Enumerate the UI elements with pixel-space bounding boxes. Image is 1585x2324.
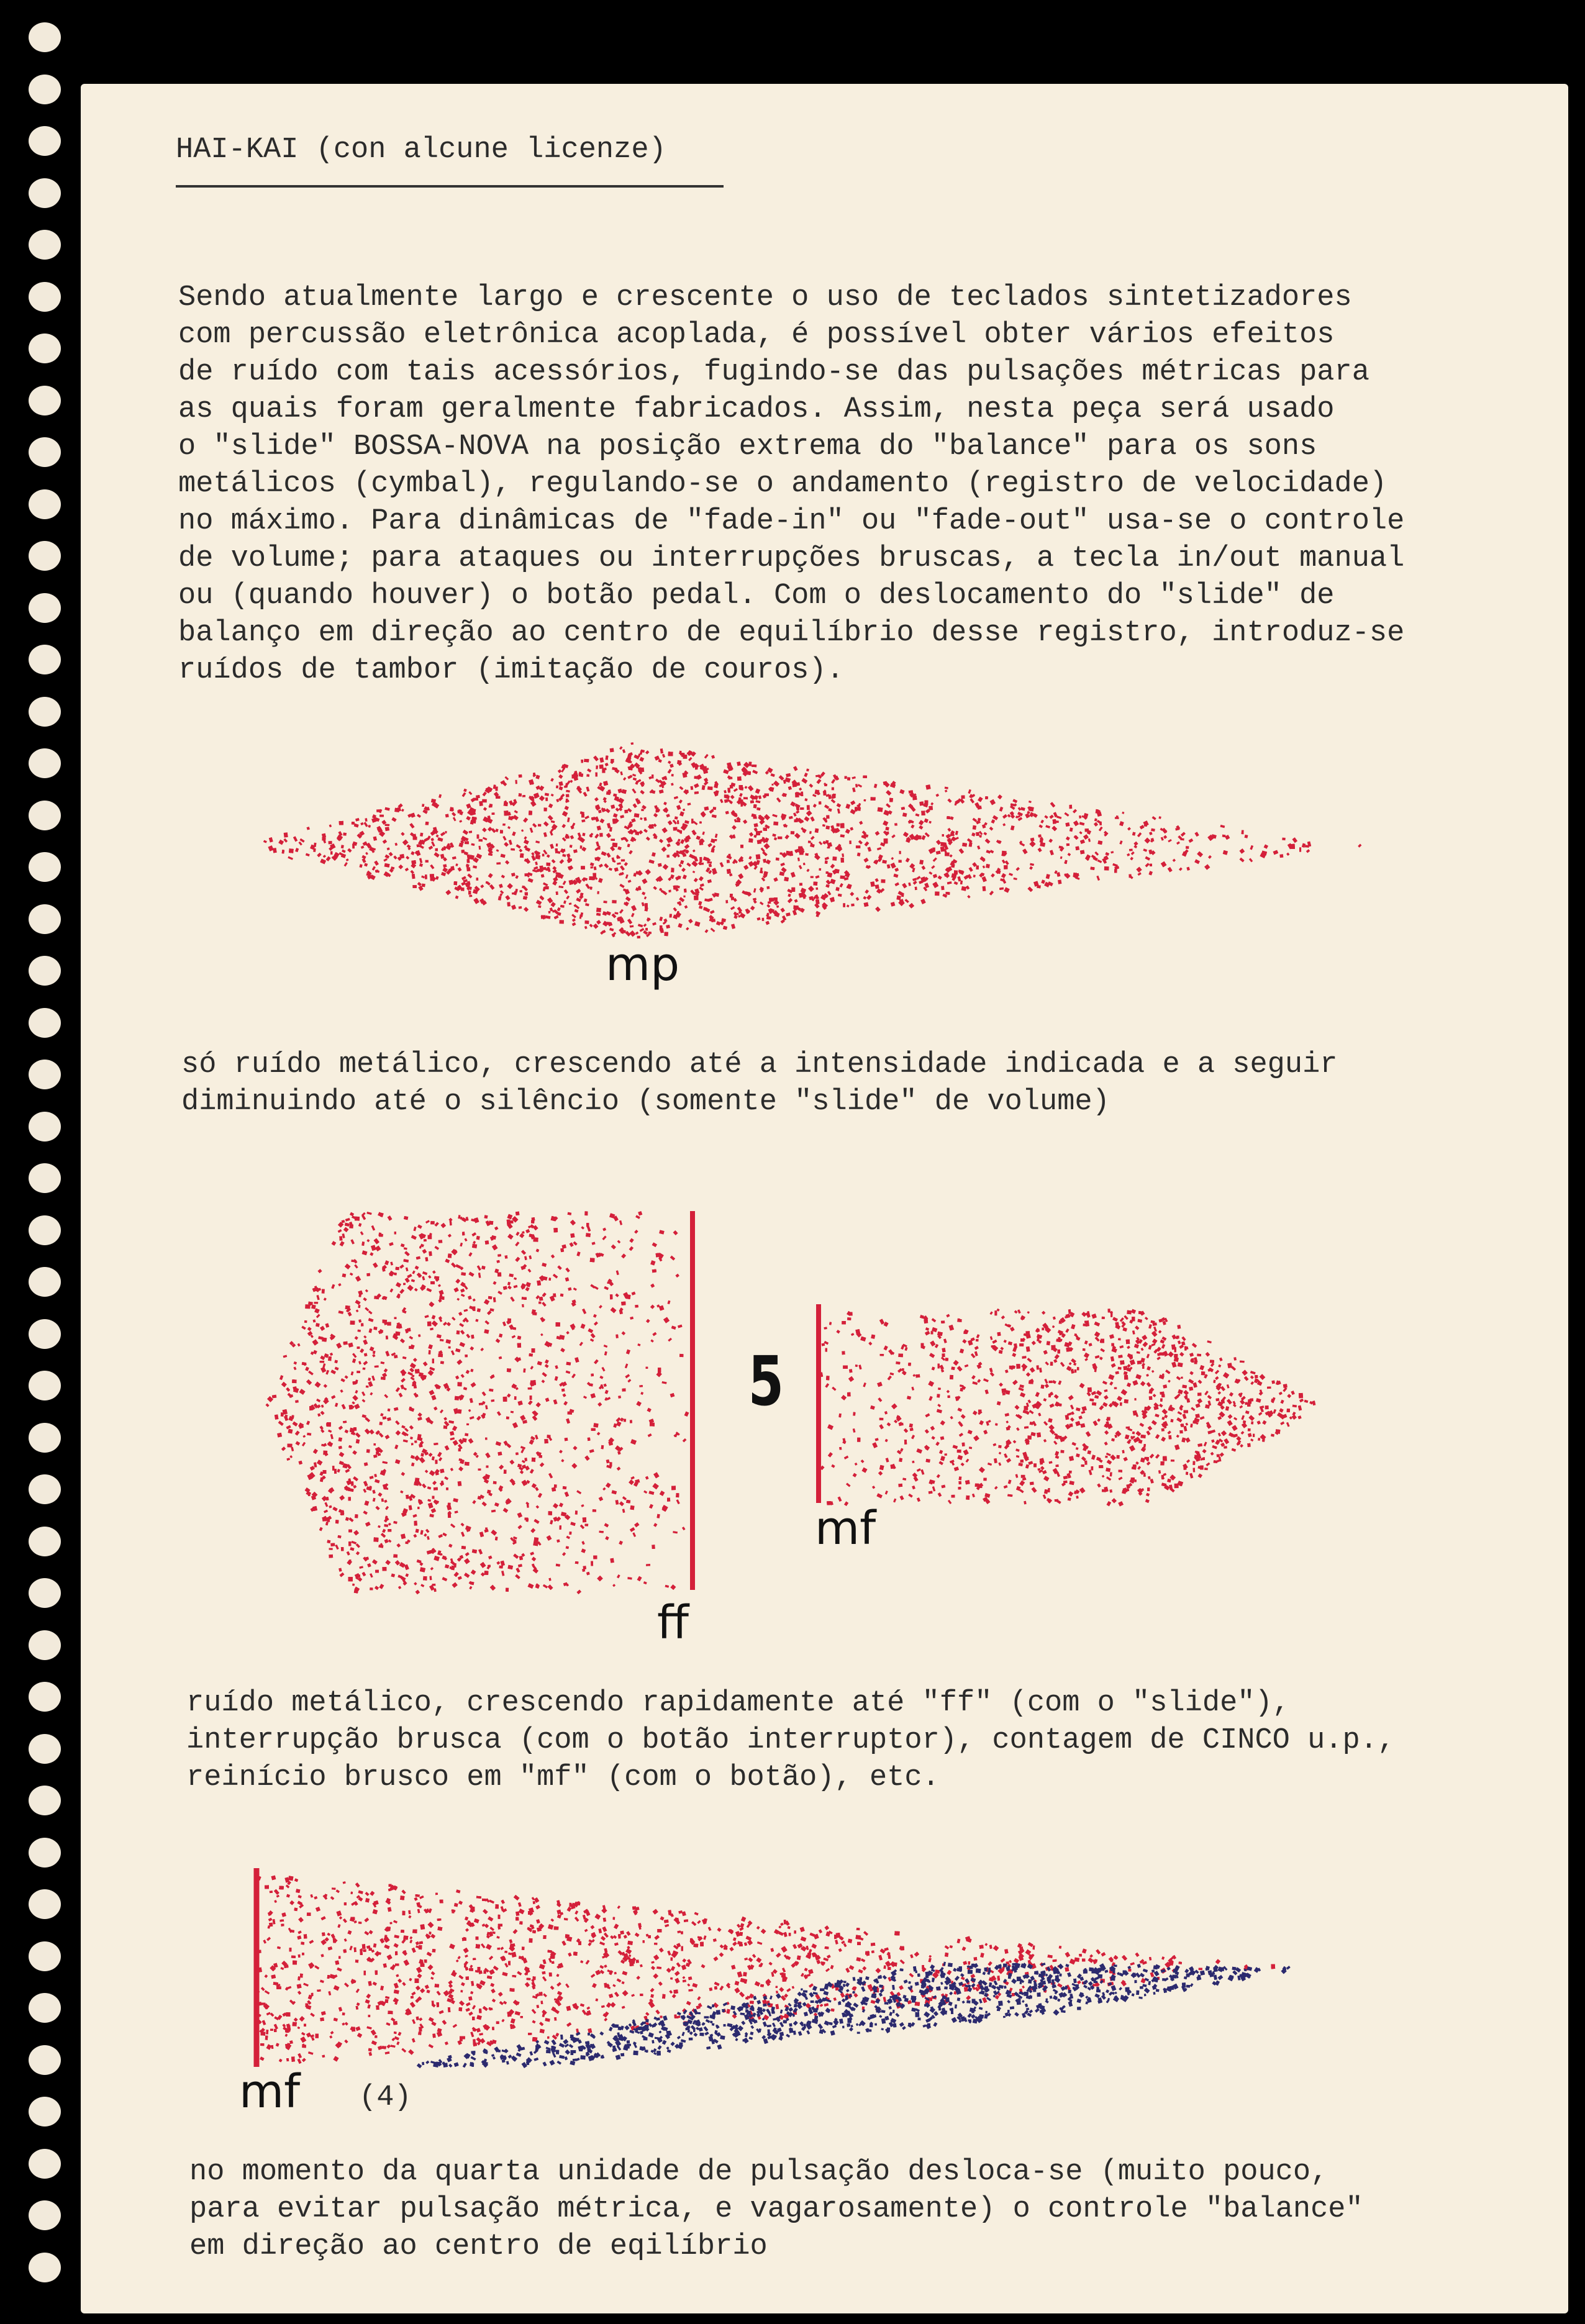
intro-line: no máximo. Para dinâmicas de "fade-in" ou "fade-out" usa-se o controle [178, 503, 1404, 540]
figure-1-caption-line: diminuindo até o silêncio (somente "slide" de volume) [181, 1084, 1110, 1121]
noise-dots [255, 1876, 1275, 2064]
figure-3-caption-line: para evitar pulsação métrica, e vagarosamente) o controle "balance" [189, 2191, 1363, 2228]
figure-3-caption-line: em direção ao centro de eqilíbrio [189, 2228, 768, 2266]
figure-2-caption-line: interrupção brusca (com o botão interruptor), contagem de CINCO u.p., [186, 1722, 1395, 1759]
intro-line: ruídos de tambor (imitação de couros). [178, 652, 844, 689]
figure-3-pulse-marker: (4) [359, 2079, 412, 2117]
intro-line: de ruído com tais acessórios, fugindo-se das pulsações métricas para [178, 354, 1369, 391]
figure-1-dynamic-mp: mp [606, 938, 679, 991]
figure-3-dynamic-mf: mf [239, 2065, 300, 2118]
intro-line: ou (quando houver) o botão pedal. Com o deslocamento do "slide" de [178, 578, 1335, 615]
figure-2-caption-line: ruído metálico, crescendo rapidamente até "ff" (com o "slide"), [186, 1685, 1290, 1722]
intro-line: as quais foram geralmente fabricados. Assim, nesta peça será usado [178, 391, 1335, 429]
intro-line: de volume; para ataques ou interrupções bruscas, a tecla in/out manual [178, 540, 1404, 578]
page-title: HAI-KAI (con alcune licenze) [176, 132, 666, 169]
intro-line: balanço em direção ao centro de equilíbrio desse registro, introduz-se [178, 615, 1404, 652]
figure-2-dynamic-ff: ff [657, 1596, 689, 1650]
intro-line: o "slide" BOSSA-NOVA na posição extrema do "balance" para os sons [178, 429, 1317, 466]
intro-line: metálicos (cymbal), regulando-se o andamento (registro de velocidade) [178, 466, 1387, 503]
figure-2-caption-line: reinício brusco em "mf" (com o botão), etc. [186, 1759, 940, 1797]
figure-1-caption-line: só ruído metálico, crescendo até a intensidade indicada e a seguir [181, 1046, 1338, 1084]
figure-2-dynamic-mf: mf [815, 1502, 876, 1555]
intro-line: Sendo atualmente largo e crescente o uso de teclados sintetizadores [178, 279, 1352, 317]
figure-3-caption-line: no momento da quarta unidade de pulsação desloca-se (muito pouco, [189, 2154, 1328, 2191]
figure-2-count-five: 5 [748, 1341, 784, 1421]
intro-line: com percussão eletrônica acoplada, é possível obter vários efeitos [178, 317, 1335, 354]
